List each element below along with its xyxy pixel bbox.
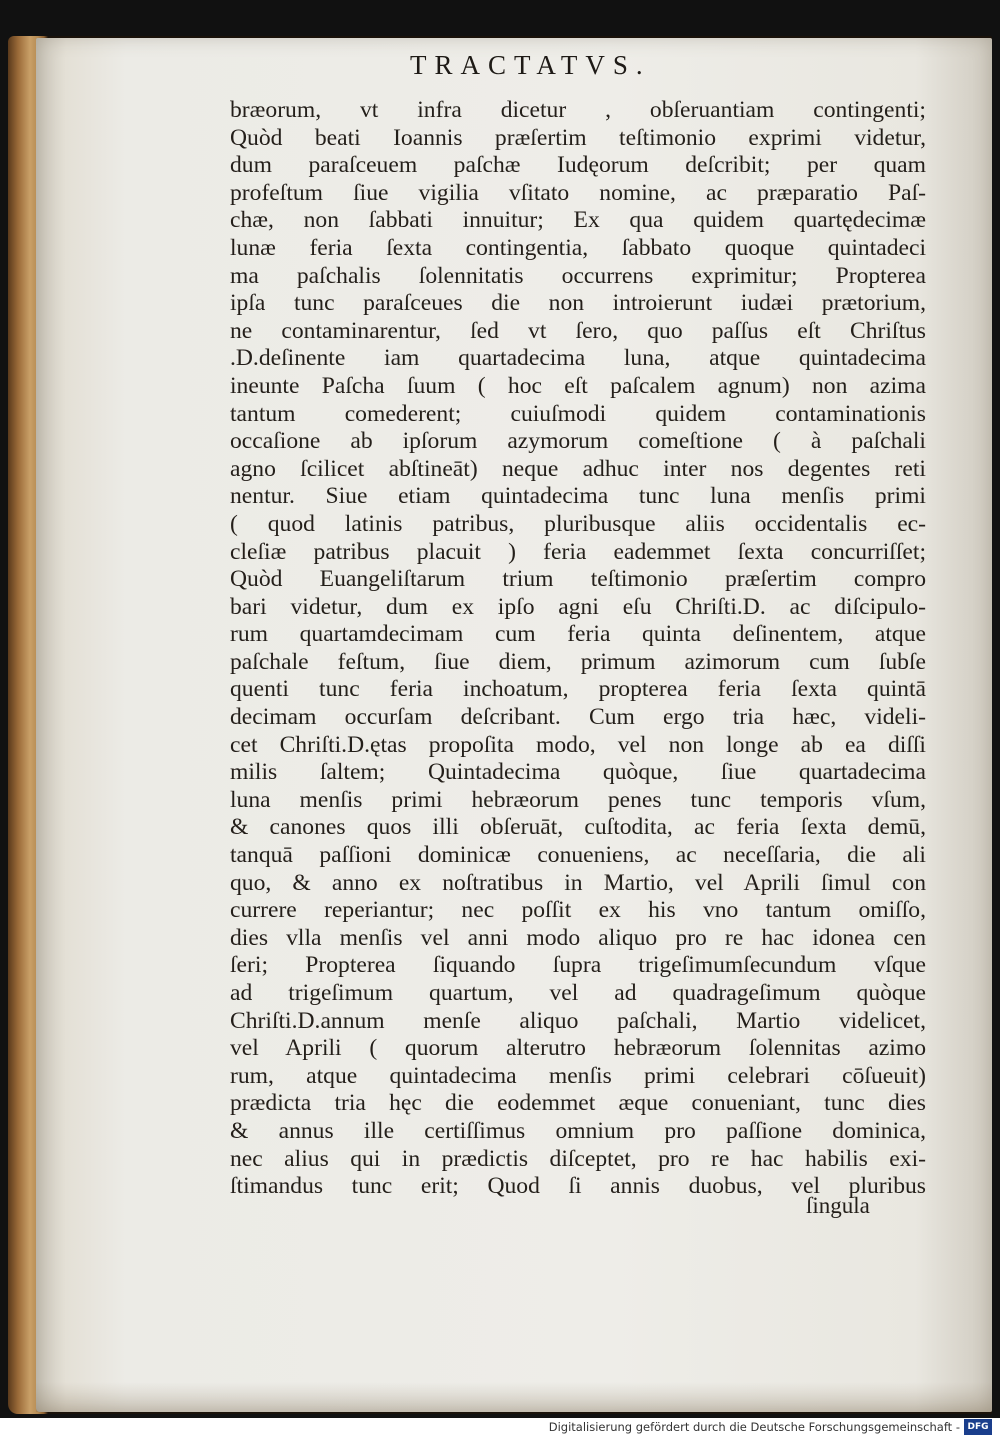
text-line: vel Aprili ( quorum alterutro hebræorum ſolennitas azimo — [230, 1035, 926, 1062]
text-line: chæ, non ſabbati innuitur; Ex qua quidem quartędecimæ — [230, 207, 926, 234]
body-text — [230, 97, 930, 1201]
text-line: luna menſis primi hebræorum penes tunc temporis vſum, — [230, 786, 926, 813]
text-line: Quòd beati Ioannis præſertim teſtimonio exprimi videtur, — [230, 124, 926, 151]
text-line: prædicta tria hęc die eodemmet æque conueniant, tunc dies — [230, 1090, 926, 1117]
text-line: ſtimandus tunc erit; Quod ſi annis duobus, vel pluribus — [230, 1173, 926, 1200]
text-line: cet Chriſti.D.ętas propoſita modo, vel non longe ab ea diſſi — [230, 731, 926, 758]
funding-credit: Digitalisierung gefördert durch die Deutsche Forschungsgemeinschaft - — [548, 1420, 960, 1434]
text-line: bari videtur, dum ex ipſo agni eſu Chriſti.D. ac diſcipulo- — [230, 593, 926, 620]
running-head: TRACTATVS. — [410, 50, 651, 80]
text-line: bræorum, vt infra dicetur , obſeruantiam contingenti; — [230, 97, 926, 123]
text-line: rum quartamdecimam cum feria quinta deſinentem, atque — [230, 621, 926, 648]
text-line: cleſiæ patribus placuit ) feria eademmet ſexta concurriſſet; — [230, 538, 926, 565]
text-line: lunæ feria ſexta contingentia, ſabbato quoque quintadeci — [230, 234, 926, 261]
text-line: ſeri; Propterea ſiquando ſupra trigeſimumſecundum vſque — [230, 952, 926, 979]
text-line: ipſa tunc paraſceues die non introierunt iudæi prætorium, — [230, 290, 926, 317]
text-line: currere reperiantur; nec poſſit ex his vno tantum omiſſo, — [230, 897, 926, 924]
text-line: occaſione ab ipſorum azymorum comeſtione ( à paſchali — [230, 428, 926, 455]
text-line: ad trigeſimum quartum, vel ad quadrageſimum quòque — [230, 980, 926, 1006]
text-line: & canones quos illi obſeruāt, cuſtodita, ac feria ſexta demū, — [230, 814, 926, 841]
text-line: quo, & anno ex noſtratibus in Martio, vel Aprili ſimul con — [230, 869, 926, 896]
text-line: ne contaminarentur, ſed vt ſero, quo paſſus eſt Chriſtus — [230, 317, 926, 344]
text-line: decimam occurſam deſcribant. Cum ergo tria hæc, videli- — [230, 704, 926, 731]
text-line: agno ſcilicet abſtineāt) neque adhuc inter nos degentes reti — [230, 455, 926, 482]
dfg-logo: DFG — [964, 1419, 992, 1435]
text-line: tanquā paſſioni dominicæ conueniens, ac neceſſaria, die ali — [230, 842, 926, 869]
text-line: ma paſchalis ſolennitatis occurrens exprimitur; Propterea — [230, 262, 926, 289]
text-line: rum, atque quintadecima menſis primi celebrari cōſueuit) — [230, 1062, 926, 1089]
text-line: nentur. Siue etiam quintadecima tunc luna menſis primi — [230, 483, 926, 510]
text-line: dies vlla menſis vel anni modo aliquo pro re hac idonea cen — [230, 924, 926, 951]
footer-bar — [0, 1418, 1000, 1438]
text-line: Quòd Euangeliſtarum trium teſtimonio præſertim compro — [230, 566, 926, 593]
text-line: paſchale feſtum, ſiue diem, primum azimorum cum ſubſe — [230, 648, 926, 675]
text-line: quenti tunc feria inchoatum, propterea feria ſexta quintā — [230, 676, 926, 703]
text-line: Chriſti.D.annum menſe aliquo paſchali, Martio videlicet, — [230, 1007, 926, 1034]
text-line: nec alius qui in prædictis diſceptet, pro re hac habilis exi- — [230, 1145, 926, 1172]
text-line: milis ſaltem; Quintadecima quòque, ſiue quartadecima — [230, 759, 926, 786]
text-line: ( quod latinis patribus, pluribusque aliis occidentalis ec- — [230, 510, 926, 537]
text-line: ineunte Paſcha ſuum ( hoc eſt paſcalem agnum) non azima — [230, 372, 926, 399]
text-line: & annus ille certiſſimus omnium pro paſſione dominica, — [230, 1117, 926, 1144]
text-line: profeſtum ſiue vigilia vſitato nomine, ac præparatio Paſ- — [230, 179, 926, 206]
text-line: .D.deſinente iam quartadecima luna, atque quintadecima — [230, 345, 926, 372]
text-line: dum paraſceuem paſchæ Iudęorum deſcribit; per quam — [230, 152, 926, 179]
page-shadow — [36, 1382, 992, 1412]
text-line: tantum comederent; cuiuſmodi quidem contaminationis — [230, 400, 926, 427]
catchword: ſingula — [806, 1193, 870, 1218]
